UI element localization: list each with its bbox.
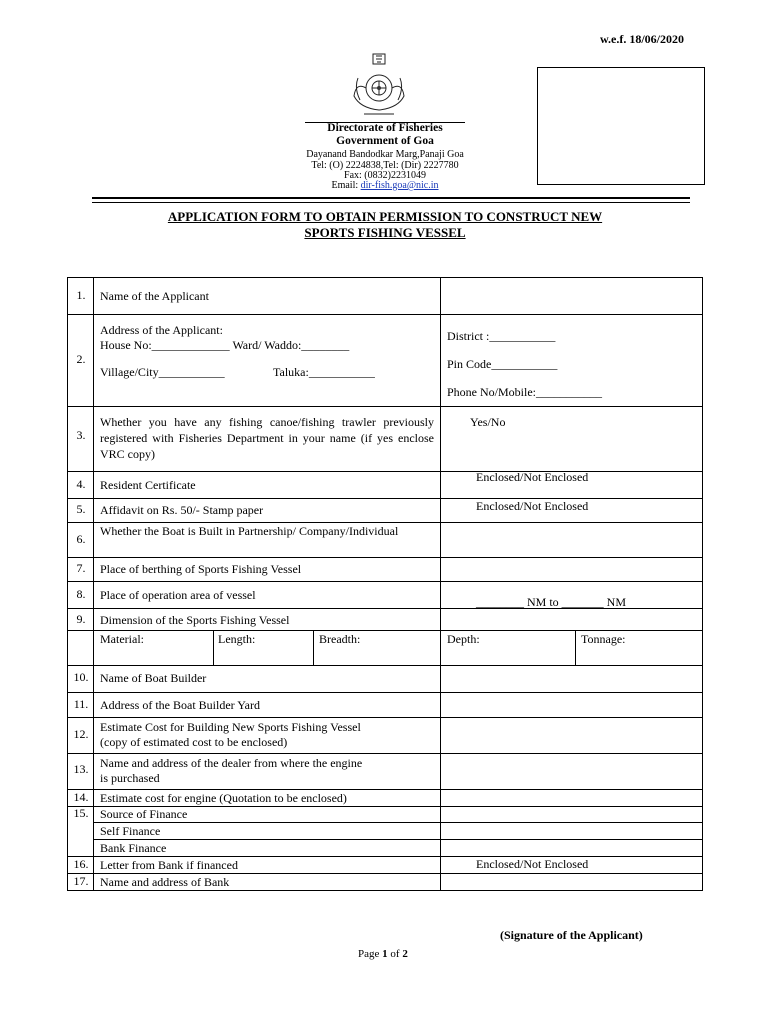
signature-label: (Signature of the Applicant) — [500, 928, 643, 942]
boat-builder-label: Name of Boat Builder — [100, 671, 207, 685]
affidavit-answer: Enclosed/Not Enclosed — [476, 499, 589, 513]
row-number: 9. — [76, 612, 86, 626]
operation-area-label: Place of operation area of vessel — [100, 588, 256, 602]
house-ward-field: House No:_____________ Ward/ Waddo:________ — [100, 338, 350, 352]
bank-letter-label: Letter from Bank if financed — [100, 858, 238, 872]
row-number: 3. — [76, 428, 86, 442]
taluka-field: Taluka:___________ — [273, 365, 375, 379]
address-label: Address of the Applicant: — [100, 323, 223, 337]
row-number: 14. — [73, 790, 89, 804]
yes-no-answer: Yes/No — [470, 415, 506, 429]
village-field: Village/City___________ — [100, 365, 225, 379]
page-current: 1 — [382, 948, 388, 960]
bank-finance-label: Bank Finance — [100, 841, 167, 855]
fishing-canoe-question: Whether you have any fishing canoe/fishing trawler previously registered with Fisheries Department in your name (if yes enclose VRC copy) — [100, 415, 434, 461]
district-field: District :___________ — [447, 329, 556, 343]
row-number: 8. — [76, 587, 86, 601]
row-number: 15. — [73, 806, 89, 820]
breadth-field: Breadth: — [319, 632, 361, 646]
boat-built-question: Whether the Boat is Built in Partnership/ Company/Individual — [100, 524, 399, 538]
berthing-place-label: Place of berthing of Sports Fishing Vessel — [100, 562, 302, 576]
government-name: Government of Goa — [336, 135, 434, 147]
phone-field: Phone No/Mobile:___________ — [447, 385, 602, 399]
row-number: 12. — [73, 727, 89, 741]
row-number: 4. — [76, 477, 86, 491]
row-number: 11. — [73, 697, 89, 711]
length-field: Length: — [218, 632, 256, 646]
row-number: 1. — [76, 288, 86, 302]
photo-box — [537, 67, 705, 185]
office-fax: Fax: (0832)2231049 — [344, 170, 426, 181]
row-number: 16. — [73, 857, 89, 871]
row-number: 10. — [73, 670, 89, 684]
row-number: 17. — [73, 874, 89, 888]
page-prefix: Page — [358, 948, 383, 960]
affidavit-label: Affidavit on Rs. 50/- Stamp paper — [100, 503, 264, 517]
engine-cost-label: Estimate cost for engine (Quotation to be enclosed) — [100, 791, 347, 805]
row-number: 6. — [76, 532, 86, 546]
office-name: Directorate of Fisheries — [327, 122, 443, 134]
email-label: Email: — [331, 180, 359, 191]
office-email — [270, 180, 500, 191]
row-number: 5. — [76, 502, 86, 516]
header-rule-thick — [92, 197, 690, 199]
bank-address-label: Name and address of Bank — [100, 875, 230, 889]
page-number — [358, 948, 408, 960]
resident-certificate-answer: Enclosed/Not Enclosed — [476, 470, 589, 484]
tonnage-field: Tonnage: — [581, 632, 626, 646]
form-title-line2: SPORTS FISHING VESSEL — [304, 225, 466, 240]
builder-yard-label: Address of the Boat Builder Yard — [100, 698, 260, 712]
engine-dealer-line1: Name and address of the dealer from where the engine — [100, 756, 363, 770]
bank-letter-answer: Enclosed/Not Enclosed — [476, 857, 589, 871]
row-number: 13. — [73, 762, 89, 776]
applicant-name-label: Name of the Applicant — [100, 289, 209, 303]
page-total: 2 — [402, 948, 408, 960]
effective-date: w.e.f. 18/06/2020 — [600, 32, 684, 46]
office-tel: Tel: (O) 2224838,Tel: (Dir) 2227780 — [311, 160, 459, 171]
email-link[interactable]: dir-fish.goa@nic.in — [360, 180, 439, 191]
header-rule-thin — [92, 202, 690, 203]
resident-certificate-label: Resident Certificate — [100, 478, 196, 492]
engine-dealer-line2: is purchased — [100, 771, 160, 785]
dimension-label: Dimension of the Sports Fishing Vessel — [100, 613, 290, 627]
self-finance-label: Self Finance — [100, 824, 161, 838]
row-number: 7. — [76, 561, 86, 575]
form-title — [90, 209, 680, 241]
operation-area-answer: ________ NM to _______ NM — [476, 595, 627, 609]
estimate-cost-line2: (copy of estimated cost to be enclosed) — [100, 735, 288, 749]
page-of: of — [387, 948, 403, 960]
row-number: 2. — [76, 352, 86, 366]
estimate-cost-line1: Estimate Cost for Building New Sports Fishing Vessel — [100, 720, 361, 734]
material-field: Material: — [100, 632, 144, 646]
pin-code-field: Pin Code___________ — [447, 357, 558, 371]
office-address: Dayanand Bandodkar Marg,Panaji Goa — [306, 149, 464, 160]
goa-emblem-icon — [346, 52, 412, 118]
application-table — [67, 277, 703, 891]
finance-source-label: Source of Finance — [100, 807, 188, 821]
depth-field: Depth: — [447, 632, 480, 646]
form-title-line1: APPLICATION FORM TO OBTAIN PERMISSION TO CONSTRUCT NEW — [167, 209, 603, 224]
